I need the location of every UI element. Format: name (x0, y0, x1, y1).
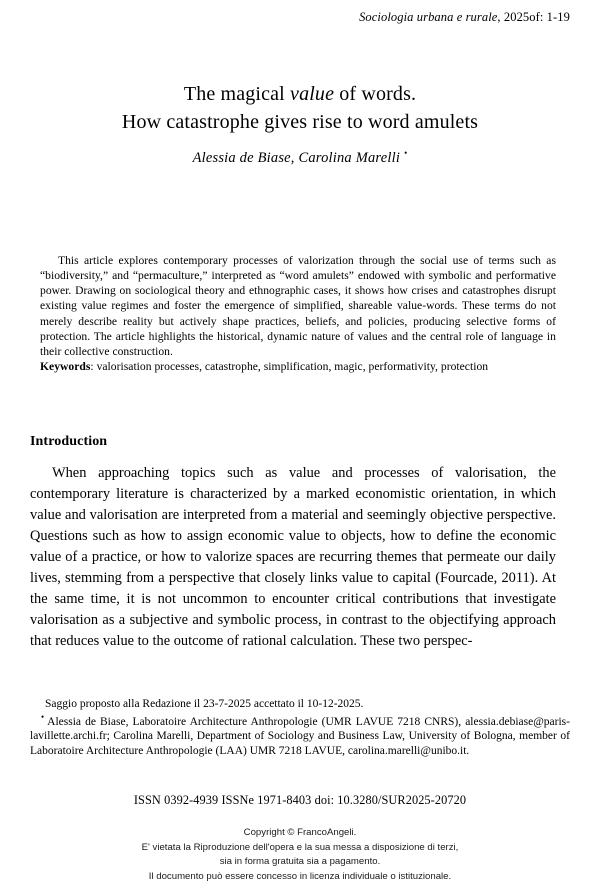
keywords-values: valorisation processes, catastrophe, simplification, magic, performativity, protection (96, 359, 489, 373)
issue-pages: , 2025of: 1-19 (497, 10, 570, 24)
title-line-2: How catastrophe gives rise to word amulets (121, 111, 479, 134)
copyright-line-2: E' vietata la Riproduzione dell'opera e la sua messa a disposizione di terzi, (141, 841, 459, 853)
abstract-text: This article explores contemporary processes of valorization through the social use of terms such as “biodiversity,” and “permaculture,” interpreted as “word amulets” endowed with symbolic and performative power. Drawing on sociological theory and ethnographic cases, it shows how crises and catastrophes disrupt existing value regimes and foster the emergence of simplified, shareable value-words. These terms do not merely describe reality but actively shape practices, beliefs, and policies, producing selective forms of protection. The article highlights the historical, dynamic nature of values and the central role of language in their collective construction. (40, 254, 556, 358)
keywords-separator: : (90, 359, 97, 373)
page-title (60, 80, 540, 137)
title-part-before: The magical (183, 83, 291, 105)
footnote-affiliation-text: Alessia de Biase, Laboratoire Architecture Anthropologie (UMR LAVUE 7218 CNRS), alessia.debiase@paris-lavillette.archi.fr; Carolina Marelli, Department of Sociology and Business Law, University of Bologna, member of Laboratoire Architecture Anthropologie (LAA) UMR 7218 LAVUE, carolina.marelli@unibo.it. (30, 715, 570, 757)
keywords-label: Keywords (40, 359, 91, 373)
title-part-after: of words. (334, 83, 417, 105)
author-byline (60, 148, 540, 167)
footnote-marker-icon: • (404, 148, 408, 158)
footnote-submission-note: Saggio proposto alla Redazione il 23-7-2025 accettato il 10-12-2025. (45, 698, 364, 710)
footnote-affiliation (30, 712, 570, 759)
keywords-line (40, 359, 556, 374)
journal-name: Sociologia urbana e rurale (359, 10, 498, 24)
copyright-line-4: Il documento può essere concesso in licenza individuale o istituzionale. (148, 870, 452, 882)
introduction-paragraph: When approaching topics such as value and processes of valorisation, the contemporary literature is characterized by a marked economistic orientation, in which value and valorisation are interpreted from a material and seemingly objective perspective. Questions such as how to assign economic value to objects, how to define the economic value of a practice, or how to valorize spaces are recurring themes that permeate our daily lives, stemming from a perspective that closely links value to capital (Fourcade, 2011). At the same time, it is not uncommon to encounter critical contributions that investigate valorisation as a subjective and symbolic process, in contrast to the objectifying approach that reduces value to the outcome of rational calculation. These two perspec- (30, 465, 556, 649)
copyright-line-1: Copyright © FrancoAngeli. (243, 827, 357, 838)
running-head (40, 10, 570, 25)
title-emphasis-value: value (290, 83, 335, 105)
title-line-1 (60, 80, 540, 108)
issn-doi-line: ISSN 0392-4939 ISSNe 1971-8403 doi: 10.3280/SUR2025-20720 (133, 793, 467, 807)
footnote-star-icon: • (41, 711, 45, 722)
author-names: Alessia de Biase, Carolina Marelli (192, 149, 401, 166)
abstract-block (40, 253, 556, 374)
copyright-line-3: sia in forma gratuita sia a pagamento. (219, 856, 381, 868)
copyright-banner (0, 826, 600, 884)
body-text-block (30, 463, 556, 652)
section-heading-introduction: Introduction (30, 434, 108, 449)
footnote-block (30, 697, 570, 759)
